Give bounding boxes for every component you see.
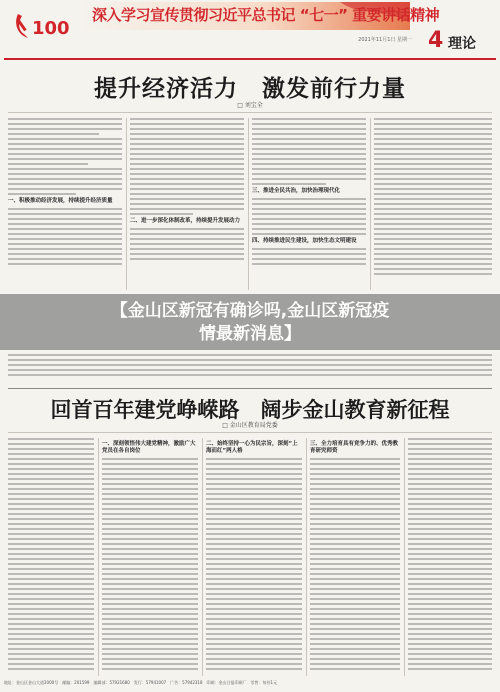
article2-byline: □ 金山区教育局党委	[222, 422, 278, 429]
footer-info: 地址：金山区金山大道2000号 邮编：201599 编辑部：57921680 发行：57941007 广告：57942318 印刷：金山日报印刷厂 零售：每份1元	[4, 680, 278, 685]
article2-column-1	[8, 438, 94, 676]
article1-headline: 提升经济活力 激发前行力量	[94, 76, 406, 102]
date-line: 2021年11月1日 星期一	[358, 37, 412, 43]
article2-subhead-1: 一、深刻领悟伟大建党精神，激励广大党员在各自岗位	[102, 441, 196, 454]
article2-top-rule	[8, 432, 492, 433]
column-divider	[306, 438, 307, 676]
masthead-rule	[4, 58, 496, 60]
title-overlay	[0, 294, 500, 350]
party-centenary-logo	[4, 4, 74, 50]
section-name: 理论	[448, 36, 476, 52]
page-number: 4	[428, 28, 444, 53]
article1-column-3	[252, 118, 366, 290]
article1-subhead-3: 三、推进全民共治，加快治理现代化	[252, 188, 341, 194]
article1-column-1	[8, 118, 122, 290]
column-divider	[248, 118, 249, 290]
article2-subhead-2: 二、始终坚持一心为民宗旨，深刻“上海而红”两人格	[206, 441, 298, 454]
article2-headline: 回首百年建党峥嵘路 阔步金山教育新征程	[50, 398, 450, 422]
column-divider	[202, 438, 203, 676]
article1-byline: □ 刘宝全	[237, 102, 263, 109]
article1-continuation	[8, 354, 492, 386]
article1-column-4	[374, 118, 492, 290]
article2-column-2	[102, 438, 198, 676]
article1-subhead-1: 一、积极推动经济发展，持续提升经济质量	[8, 198, 113, 204]
article1-subhead-4: 四、持续推进民生建设，加快生态文明建设	[252, 238, 357, 244]
article2-subhead-3: 三、全力培育具有竞争力的、优秀教育研究师资	[310, 441, 399, 454]
article-separator	[8, 388, 492, 389]
article2-column-3	[206, 438, 302, 676]
column-divider	[404, 438, 405, 676]
overlay-title-line-2: 情最新消息】	[199, 324, 301, 344]
column-divider	[98, 438, 99, 676]
banner-title: 深入学习宣传贯彻习近平总书记 “七一” 重要讲话精神	[92, 6, 440, 24]
masthead	[0, 0, 500, 60]
column-divider	[370, 118, 371, 290]
column-divider	[126, 118, 127, 290]
article1-column-2	[130, 118, 244, 290]
overlay-title-line-1: 【金山区新冠有确诊吗,金山区新冠疫	[110, 301, 390, 321]
svg-text:100: 100	[32, 18, 70, 39]
article2-column-4	[310, 438, 400, 676]
article1-top-rule	[8, 112, 492, 113]
hammer-sickle-icon	[10, 8, 70, 44]
article1-subhead-2: 二、进一步深化体制改革，持续提升发展动力	[130, 218, 241, 224]
article2-column-5	[408, 438, 492, 676]
